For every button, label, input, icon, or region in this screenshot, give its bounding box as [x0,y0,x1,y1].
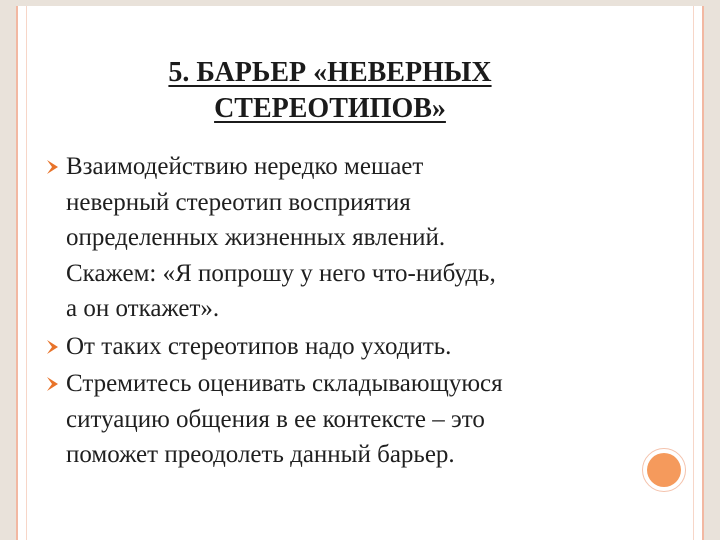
arrowhead-bullet-icon [46,375,60,393]
slide-title [60,55,600,127]
slide-title-line [60,55,600,91]
bullet-item [46,366,646,473]
arrowhead-bullet-icon [46,338,60,356]
bullet-list [46,149,646,475]
bullet-line: Стремитесь оценивать складывающуюся [66,370,503,397]
slide-title-line [60,91,600,127]
bullet-line: Взаимодействию нередко мешает [66,153,424,180]
bullet-line: неверный стереотип восприятия [66,188,411,216]
bullet-line: а он откажет». [66,295,220,322]
bullet-item [46,149,646,327]
bullet-line: Скажем: «Я попрошу у него что-нибудь, [66,259,496,287]
bullet-line: поможет преодолеть данный барьер. [66,441,455,468]
orange-circle-decoration [642,448,686,492]
bullet-line: определенных жизненных явлений. [66,224,446,251]
arrowhead-bullet-icon [46,158,60,176]
bullet-line: ситуацию общения в ее контексте – это [66,405,485,433]
bullet-line: От таких стереотипов надо уходить. [66,332,452,360]
slide-title-text: 5. БАРЬЕР «НЕВЕРНЫХ [168,56,492,88]
slide-title-text: СТЕРЕОТИПОВ» [214,92,446,124]
bullet-item [46,329,646,365]
